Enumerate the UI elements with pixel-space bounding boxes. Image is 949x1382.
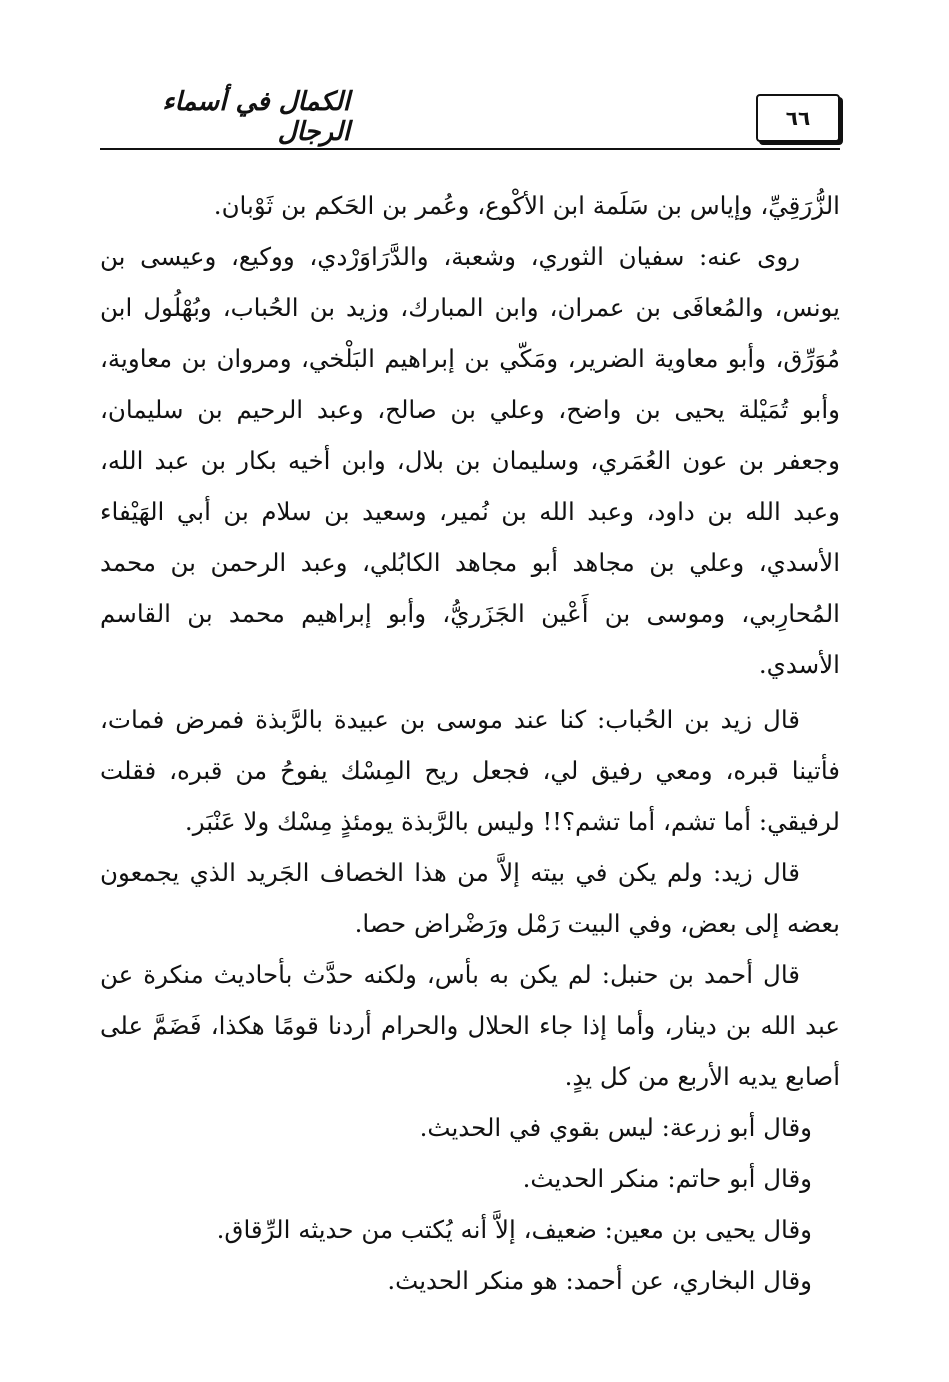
quote-abu-zurah: وقال أبو زرعة: ليس بقوي في الحديث. (419, 1113, 812, 1142)
quote-yahya-ibn-main: وقال يحيى بن معين: ضعيف، إلاَّ أنه يُكتب من حديثه الرِّقاق. (216, 1215, 812, 1244)
quote-bukhari: وقال البخاري، عن أحمد: هو منكر الحديث. (387, 1266, 812, 1295)
body-text (100, 180, 840, 1306)
quote-abu-hatim: وقال أبو حاتم: منكر الحديث. (522, 1164, 812, 1193)
page-number: ٦٦ (785, 106, 811, 130)
page-number-box (756, 94, 840, 142)
paragraph-5: قال أحمد بن حنبل: لم يكن به بأس، ولكنه حدَّث بأحاديث منكرة عن عبد الله بن دينار، وأما إذا جاء الحلال والحرام أردنا قومًا هكذا، فَضَمَّ على أصابع يديه الأربع من كل يدٍ. (100, 960, 840, 1091)
paragraph-2: روى عنه: سفيان الثوري، وشعبة، والدَّرَاوَرْدي، ووكيع، وعيسى بن يونس، والمُعافَى بن عمران، وابن المبارك، وزيد بن الحُباب، وبُهْلُول ابن مُوَرِّق، وأبو معاوية الضرير، ومَكّي بن إبراهيم البَلْخي، ومروان بن معاوية، وأبو تُمَيْلة يحيى بن واضح، وعلي بن صالح، وعبد الرحيم بن سليمان، وجعفر بن عون العُمَري، وسليمان بن بلال، وابن أخيه بكار بن عبد الله، وعبد الله بن داود، وعبد الله بن نُمير، وسعيد بن سلام بن أبي الهَيْفاء الأسدي، وعلي بن مجاهد أبو مجاهد الكابُلي، وعبد الرحمن بن محمد المُحارِبي، وموسى بن أَعْين الجَزَريُّ، وأبو إبراهيم محمد بن القاسم الأسدي. (100, 242, 840, 679)
page-header (100, 88, 840, 150)
paragraph-3: قال زيد بن الحُباب: كنا عند موسى بن عبيدة بالرَّبذة فمرض فمات، فأتينا قبره، ومعي رفيق لي، فجعل ريح المِسْك يفوحُ من قبره، فقلت لرفيقي: أما تشم، أما تشم؟!! وليس بالرَّبذة يومئذٍ مِسْك ولا عَنْبَر. (100, 705, 840, 836)
paragraph-4: قال زيد: ولم يكن في بيته إلاَّ من هذا الخصاف الجَريد الذي يجمعون بعضه إلى بعض، وفي البيت رَمْل ورَضْراض حصا. (100, 858, 840, 938)
paragraph-1: الزُّرَقِيِّ، وإياس بن سَلَمة ابن الأكْوع، وعُمر بن الحَكم بن ثَوْبان. (213, 191, 840, 220)
book-title-calligraphy: الكمال في أسماء الرجال (162, 87, 350, 147)
header-rule (100, 148, 840, 150)
